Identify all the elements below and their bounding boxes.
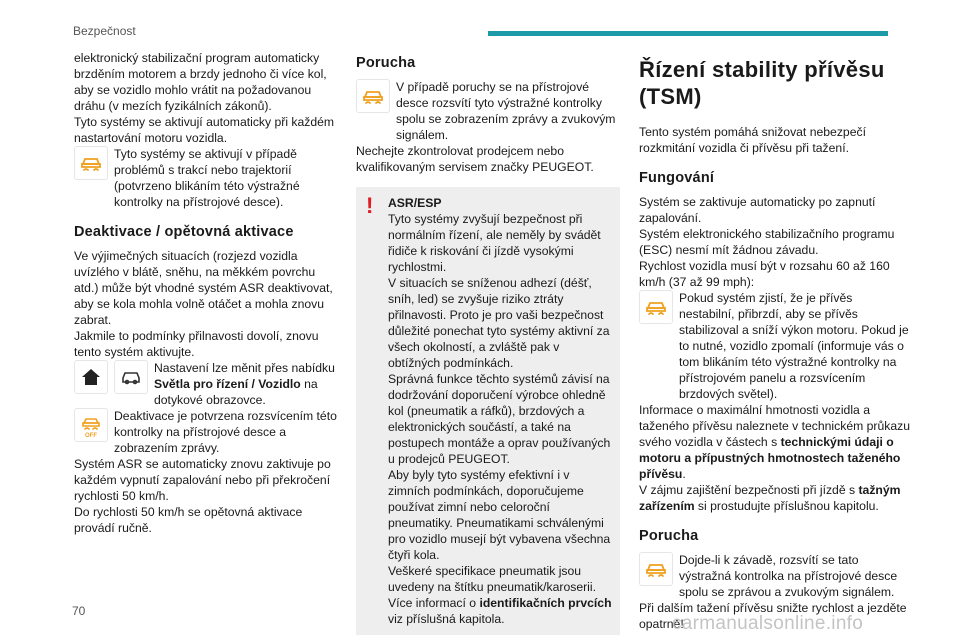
paragraph: Systém ASR se automaticky znovu zaktivuje po každém vypnutí zapalování nebo při překročení rychlosti 50 km/h. [74,457,331,503]
column-3 [639,56,911,632]
settings-line [74,360,342,408]
warning-callout [356,187,620,635]
exclamation-mark-icon: ! [366,193,374,218]
paragraph: Tyto systémy zvyšují bezpečnost při normálním řízení, ale neměly by svádět řidiče k riskování či jízdě vysokými rychlostmi. [388,212,601,274]
warning-line [74,408,342,456]
warning-line [74,146,342,210]
paragraph: Systém elektronického stabilizačního programu (ESC) nesmí mít žádnou závadu. [639,227,895,257]
paragraph: Aby byly tyto systémy efektivní i v zimních podmínkách, doporučujeme používat zimní nebo celoroční pneumatiky. Pneumatikami schválenými pro vozidlo musejí být vybavena všechna čtyři kola. [388,468,611,562]
watermark: carmanualsonline.info [672,613,864,634]
traction-control-skid-icon [74,146,108,180]
svg-text:OFF: OFF [85,433,97,438]
page-title: Řízení stability přívěsu (TSM) [639,57,885,109]
home-icon [74,360,108,394]
paragraph: Tento systém pomáhá snižovat nebezpečí rozkmitání vozidla či přívěsu při tažení. [639,125,866,155]
paragraph: Veškeré specifikace pneumatik jsou uvedeny na štítku pneumatik/karoserii. Více informací o identifikačních prvcích viz příslušná kapitola. [388,564,612,626]
paragraph: V zájmu zajištění bezpečnosti při jízdě s tažným zařízením si prostudujte příslušnou kapitolu. [639,483,901,513]
section-heading: Porucha [639,528,699,544]
column-1 [74,50,342,536]
paragraph: Systém se zaktivuje automaticky po zapnutí zapalování. [639,195,876,225]
warning-line [639,290,911,402]
paragraph: Informace o maximální hmotnosti vozidla a taženého přívěsu naleznete v technickém průkazu svého vozidla v částech s technickými údaji o motoru a přípustných hmotnostech taženého přívěsu. [639,403,910,481]
traction-control-off-icon [74,408,108,442]
paragraph: V situacích se sníženou adhezí (déšť, sníh, led) se zvyšuje riziko ztráty přilnavosti. Proto je pro vaši bezpečnost důležité ponechat tyto systémy aktivní za všech okolností, a zvláště pak v obtížných podmínkách. [388,276,610,370]
paragraph: Rychlost vozidla musí být v rozsahu 60 až 160 km/h (37 až 99 mph): [639,259,890,289]
trailer-stability-icon [639,552,673,586]
section-title: Bezpečnost [73,24,136,38]
paragraph: Při dalším tažení přívěsu snižte rychlost a jezděte opatrně! [639,601,907,631]
callout-title: ASR/ESP [388,196,442,210]
paragraph: Tyto systémy se aktivují automaticky při každém nastartování motoru vozidla. [74,115,335,145]
section-heading: Porucha [356,55,416,71]
paragraph: Nastavení lze měnit přes nabídku Světla pro řízení / Vozidlo na dotykové obrazovce. [154,361,335,407]
paragraph: Pokud systém zjistí, že je přívěs nestabilní, přibrzdí, aby se přívěs stabilizoval a sníží výkon motoru. Pokud je to nutné, vozidlo zpomalí (informuje vás o tom blikáním této výstražné kontrolky na přístrojovém panelu a rozsvícením brzdových světel). [679,291,909,401]
paragraph: Nechejte zkontrolovat prodejcem nebo kvalifikovaným servisem značky PEUGEOT. [356,144,594,174]
paragraph: Správná funkce těchto systémů závisí na dodržování doporučení výrobce ohledně kol (pneumatik a ráfků), brzdových a elektronických součástí, a také na postupech montáže a oprav používaných u prodejců PEUGEOT. [388,372,611,466]
paragraph: Tyto systémy se aktivují v případě problémů s trakcí nebo trajektorií (potvrzeno blikáním této výstražné kontrolky na přístrojové desce). [114,147,300,209]
paragraph: Jakmile to podmínky přilnavosti dovolí, znovu tento systém aktivujte. [74,329,319,359]
paragraph: V případě poruchy se na přístrojové desce rozsvítí tyto výstražné kontrolky spolu se zobrazením zprávy a zvukovým signálem. [396,80,616,142]
icon-pair [74,360,154,394]
page-number: 70 [72,604,86,618]
paragraph: Deaktivace je potvrzena rozsvícením této kontrolky na přístrojové desce a zobrazením zprávy. [114,409,337,455]
trailer-stability-icon [639,290,673,324]
section-heading: Fungování [639,170,715,186]
paragraph: elektronický stabilizační program automaticky brzděním motorem a brzdy jednoho či více kol, aby se vozidlo mohlo vrátit na požadovanou dráhu (v mezích fyzikálních zákonů). [74,51,327,113]
paragraph: Ve výjimečných situacích (rozjezd vozidla uvízlého v blátě, sněhu, na měkkém povrchu atd.) může být vhodné systém ASR deaktivovat, aby se kola mohla volně otáčet a mohla znovu zabrat. [74,249,333,327]
column-2 [356,55,620,635]
accent-bar [488,31,888,36]
car-icon [114,360,148,394]
paragraph: Do rychlosti 50 km/h se opětovná aktivace provádí ručně. [74,505,303,535]
section-heading: Deaktivace / opětovná aktivace [74,224,294,240]
warning-line [639,552,911,600]
traction-control-skid-icon [356,79,390,113]
warning-line [356,79,620,143]
callout-body [388,195,612,627]
paragraph: Dojde-li k závadě, rozsvítí se tato výstražná kontrolka na přístrojové desce spolu se zprávou a zvukovým signálem. [679,553,898,599]
